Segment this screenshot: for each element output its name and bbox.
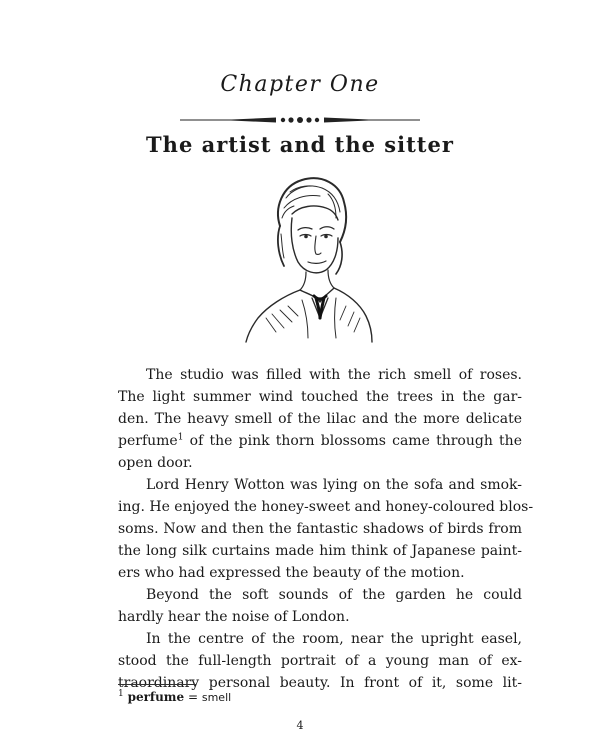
ornament-divider bbox=[180, 114, 420, 126]
text-line-rest: of the pink thorn blossoms came through the bbox=[189, 433, 522, 449]
footnote bbox=[118, 690, 231, 704]
footnote-ref: 1 bbox=[177, 432, 184, 443]
footnote-separator: = bbox=[187, 690, 199, 704]
paragraph bbox=[118, 584, 522, 628]
text-line: soms. Now and then the fantastic shadows of birds from bbox=[118, 521, 522, 537]
text-line: Lord Henry Wotton was lying on the sofa and smok- bbox=[146, 477, 522, 493]
footnote-definition: smell bbox=[201, 691, 232, 704]
text-line: The light summer wind touched the trees in the gar- bbox=[118, 389, 522, 405]
page-number: 4 bbox=[296, 719, 304, 732]
footnote-marker: 1 bbox=[118, 689, 124, 699]
body-text bbox=[118, 364, 534, 694]
portrait-illustration bbox=[236, 168, 376, 344]
text-line: hardly hear the noise of London. bbox=[118, 609, 350, 625]
text-line: traordinary personal beauty. In front of it, some lit- bbox=[118, 675, 522, 691]
chapter-title: The artist and the sitter bbox=[146, 132, 454, 157]
paragraph bbox=[118, 474, 534, 584]
text-line bbox=[118, 430, 522, 452]
footnote-term: perfume bbox=[127, 690, 185, 704]
footnote-rule bbox=[118, 684, 196, 685]
paragraph bbox=[118, 364, 522, 474]
chapter-label: Chapter One bbox=[220, 72, 380, 97]
text-line: den. The heavy smell of the lilac and the more delicate bbox=[118, 411, 522, 427]
text-line: open door. bbox=[118, 455, 193, 471]
text-line: stood the full-length portrait of a young man of ex- bbox=[118, 653, 522, 669]
text-line: ers who had expressed the beauty of the motion. bbox=[118, 565, 465, 581]
text-line: The studio was filled with the rich smell of roses. bbox=[146, 367, 522, 383]
text-line: ing. He enjoyed the honey-sweet and honey-coloured blos- bbox=[118, 499, 534, 515]
text-line: Beyond the soft sounds of the garden he could bbox=[146, 587, 522, 603]
footnoted-word: perfume bbox=[118, 433, 178, 449]
text-line: In the centre of the room, near the upright easel, bbox=[146, 631, 522, 647]
text-line: the long silk curtains made him think of Japanese paint- bbox=[118, 543, 522, 559]
